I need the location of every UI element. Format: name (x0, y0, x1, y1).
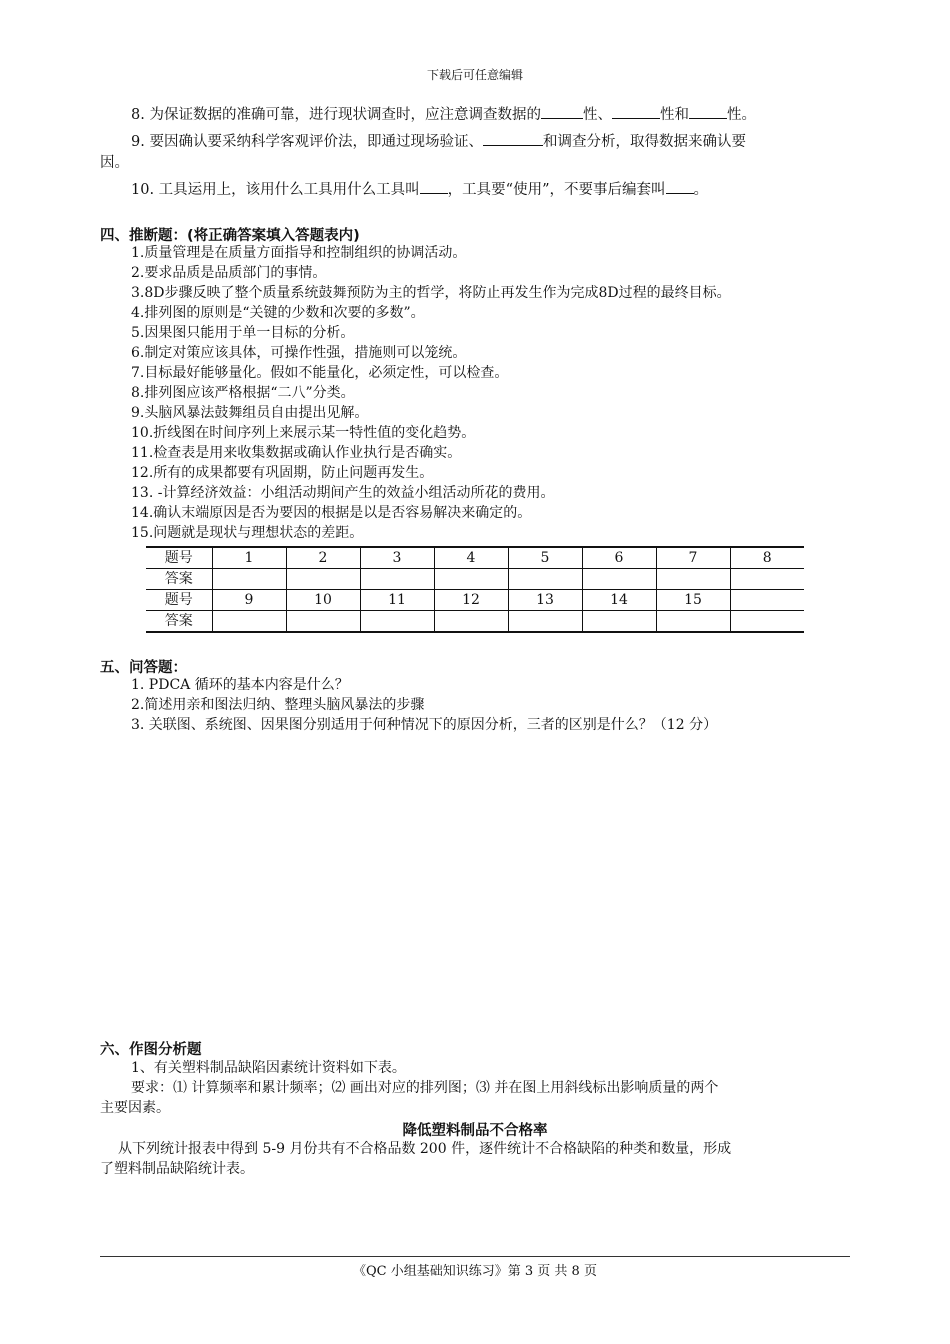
question-number: 14 (582, 590, 656, 611)
question-number: 9 (212, 590, 286, 611)
judgement-list (131, 243, 731, 543)
answer-cell[interactable] (212, 611, 286, 633)
row-label-answer: 答案 (146, 611, 212, 633)
question-number: 6 (582, 547, 656, 569)
section-6-title: 六、作图分析题 (100, 1042, 202, 1058)
judgement-item: 10.折线图在时间序列上来展示某一特性值的变化趋势。 (131, 425, 476, 441)
answer-cell[interactable] (508, 569, 582, 590)
question-number: 12 (434, 590, 508, 611)
q10-text-before: 10. 工具运用上，该用什么工具用什么工具叫 (131, 182, 420, 198)
question-number: 1 (212, 547, 286, 569)
judgement-item: 14.确认末端原因是否为要因的根据是以是否容易解决来确定的。 (131, 505, 532, 521)
question-number: 8 (730, 547, 804, 569)
judgement-item: 15.问题就是现状与理想状态的差距。 (131, 525, 364, 541)
judgement-item: 13. -计算经济效益：小组活动期间产生的效益小组活动所花的费用。 (131, 485, 555, 501)
section-6-requirements: 要求：⑴ 计算频率和累计频率；⑵ 画出对应的排列图；⑶ 并在图上用斜线标出影响质量的两个 (131, 1080, 719, 1096)
answer-cell[interactable] (730, 611, 804, 633)
question-number: 15 (656, 590, 730, 611)
page-footer: 《QC 小组基础知识练习》第 3 页 共 8 页 (353, 1264, 597, 1279)
section-6-requirements-cont: 主要因素。 (100, 1100, 170, 1116)
judgement-item: 2.要求品质是品质部门的事情。 (131, 265, 327, 281)
section-6-paragraph-cont: 了塑料制品缺陷统计表。 (100, 1161, 254, 1177)
row-label-number: 题号 (146, 547, 212, 569)
q10-text-after: 。 (693, 182, 708, 198)
answer-cell[interactable] (508, 611, 582, 633)
table-row (146, 569, 804, 590)
judgement-item: 11.检查表是用来收集数据或确认作业执行是否确实。 (131, 445, 462, 461)
section-5-title: 五、问答题： (100, 660, 187, 676)
judgement-item: 3.8D步骤反映了整个质量系统鼓舞预防为主的哲学，将防止再发生作为完成8D过程的最终目标。 (131, 285, 731, 301)
answer-cell[interactable] (730, 569, 804, 590)
qa-item: 1. PDCA 循环的基本内容是什么？ (131, 677, 349, 693)
table-row (146, 611, 804, 633)
q8-blank-1[interactable] (541, 103, 583, 119)
table-row (146, 547, 804, 569)
q10-blank-2[interactable] (666, 178, 694, 194)
question-number: 3 (360, 547, 434, 569)
q8-text-before: 8. 为保证数据的准确可靠，进行现状调查时，应注意调查数据的 (131, 107, 541, 123)
page-header: 下载后可任意编辑 (426, 68, 523, 82)
question-number: 11 (360, 590, 434, 611)
q10-text-mid: ，工具要“使用”，不要事后编套叫 (447, 182, 666, 198)
answer-cell[interactable] (656, 569, 730, 590)
table-row (146, 590, 804, 611)
question-8 (131, 103, 851, 125)
answer-cell[interactable] (286, 611, 360, 633)
question-number: 2 (286, 547, 360, 569)
judgement-item: 8.排列图应该严格根据“二八”分类。 (131, 385, 355, 401)
question-number: 10 (286, 590, 360, 611)
qa-list (131, 675, 717, 735)
question-10 (131, 178, 851, 200)
section-4-title: 四、推断题：(将正确答案填入答题表内) (100, 228, 360, 244)
judgement-item: 4.排列图的原则是“关键的少数和次要的多数”。 (131, 305, 425, 321)
question-9 (131, 130, 861, 152)
q8-blank-3[interactable] (689, 103, 727, 119)
question-number: 13 (508, 590, 582, 611)
q8-text-mid2: 性和 (659, 107, 689, 123)
answer-cell[interactable] (434, 569, 508, 590)
qa-item: 3. 关联图、系统图、因果图分别适用于何种情况下的原因分析，三者的区别是什么？（12 分） (131, 717, 718, 733)
answer-cell[interactable] (582, 569, 656, 590)
judgement-item: 6.制定对策应该具体，可操作性强，措施则可以笼统。 (131, 345, 467, 361)
row-label-answer: 答案 (146, 569, 212, 590)
q8-text-mid1: 性、 (582, 107, 612, 123)
judgement-item: 5.因果图只能用于单一目标的分析。 (131, 325, 355, 341)
answer-cell[interactable] (656, 611, 730, 633)
answer-cell[interactable] (360, 611, 434, 633)
q9-blank-1[interactable] (483, 130, 543, 146)
footer-divider (100, 1256, 850, 1257)
question-number: 4 (434, 547, 508, 569)
question-number: 7 (656, 547, 730, 569)
question-9-continuation: 因。 (100, 155, 129, 171)
judgement-item: 1.质量管理是在质量方面指导和控制组织的协调活动。 (131, 245, 467, 261)
judgement-item: 9.头脑风暴法鼓舞组员自由提出见解。 (131, 405, 369, 421)
answer-cell[interactable] (286, 569, 360, 590)
answer-cell[interactable] (212, 569, 286, 590)
judgement-item: 7.目标最好能够量化。假如不能量化，必须定性，可以检查。 (131, 365, 509, 381)
q9-text-before: 9. 要因确认要采纳科学客观评价法，即通过现场验证、 (131, 134, 483, 150)
answer-cell[interactable] (360, 569, 434, 590)
section-6-line-1: 1、有关塑料制品缺陷因素统计资料如下表。 (131, 1060, 406, 1076)
q9-text-after: 和调查分析，取得数据来确认要 (542, 134, 746, 150)
answer-cell[interactable] (434, 611, 508, 633)
section-6-paragraph: 从下列统计报表中得到 5-9 月份共有不合格品数 200 件，逐件统计不合格缺陷的种类和数量，形成 (118, 1141, 732, 1157)
qa-item: 2.简述用亲和图法归纳、整理头脑风暴法的步骤 (131, 697, 425, 713)
judgement-item: 12.所有的成果都要有巩固期，防止问题再发生。 (131, 465, 434, 481)
question-number (730, 590, 804, 611)
answer-cell[interactable] (582, 611, 656, 633)
q8-blank-2[interactable] (612, 103, 660, 119)
q8-text-after: 性。 (726, 107, 756, 123)
q10-blank-1[interactable] (420, 178, 448, 194)
table-title: 降低塑料制品不合格率 (402, 1123, 548, 1139)
row-label-number: 题号 (146, 590, 212, 611)
answer-table (146, 546, 804, 633)
question-number: 5 (508, 547, 582, 569)
